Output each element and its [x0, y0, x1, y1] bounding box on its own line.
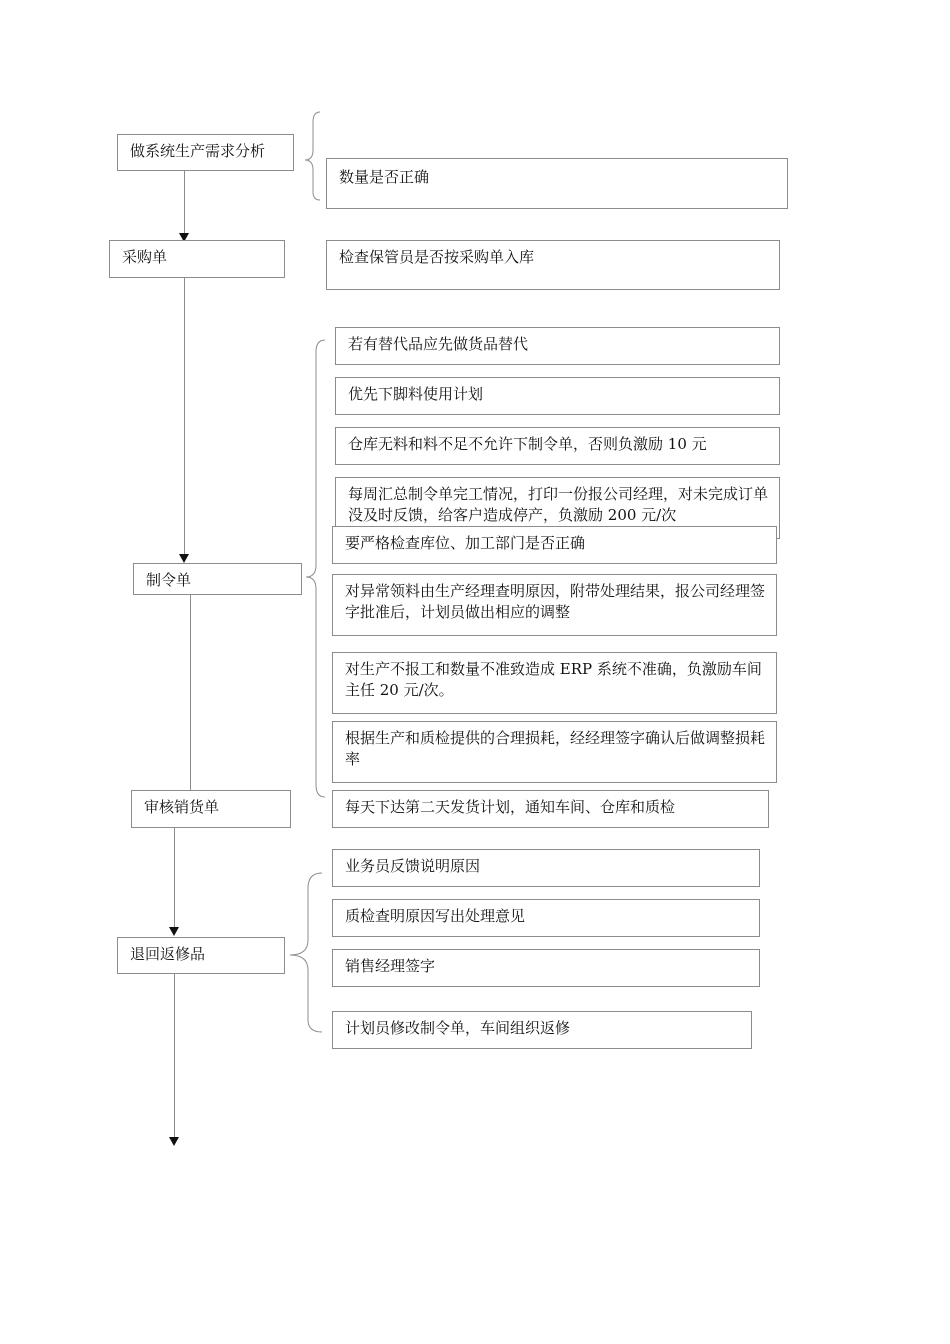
brace — [306, 340, 325, 797]
note-box: 每天下达第二天发货计划，通知车间、仓库和质检 — [332, 790, 769, 828]
note-box: 数量是否正确 — [326, 158, 788, 209]
note-box: 要严格检查库位、加工部门是否正确 — [332, 526, 777, 564]
note-box: 仓库无料和料不足不允许下制令单，否则负激励 10 元 — [335, 427, 780, 465]
note-box: 业务员反馈说明原因 — [332, 849, 760, 887]
step-purchase-order: 采购单 — [109, 240, 285, 278]
note-box: 对异常领料由生产经理查明原因，附带处理结果，报公司经理签字批准后，计划员做出相应的调整 — [332, 574, 777, 636]
note-box: 优先下脚料使用计划 — [335, 377, 780, 415]
note-box: 销售经理签字 — [332, 949, 760, 987]
brace — [290, 873, 322, 1032]
note-box: 对生产不报工和数量不准致造成 ERP 系统不准确，负激励车间主任 20 元/次。 — [332, 652, 777, 714]
brace — [305, 112, 320, 200]
step-production-order: 制令单 — [133, 563, 302, 595]
note-box: 计划员修改制令单，车间组织返修 — [332, 1011, 752, 1049]
note-box: 检查保管员是否按采购单入库 — [326, 240, 780, 290]
step-returned-repair: 退回返修品 — [117, 937, 285, 974]
note-box: 根据生产和质检提供的合理损耗，经经理签字确认后做调整损耗率 — [332, 721, 777, 783]
note-box: 若有替代品应先做货品替代 — [335, 327, 780, 365]
step-demand-analysis: 做系统生产需求分析 — [117, 134, 294, 171]
note-box: 质检查明原因写出处理意见 — [332, 899, 760, 937]
step-review-sales-order: 审核销货单 — [131, 790, 291, 828]
note-box: 每周汇总制令单完工情况，打印一份报公司经理，对未完成订单没及时反馈，给客户造成停产，负激励 200 元/次 — [335, 477, 780, 539]
